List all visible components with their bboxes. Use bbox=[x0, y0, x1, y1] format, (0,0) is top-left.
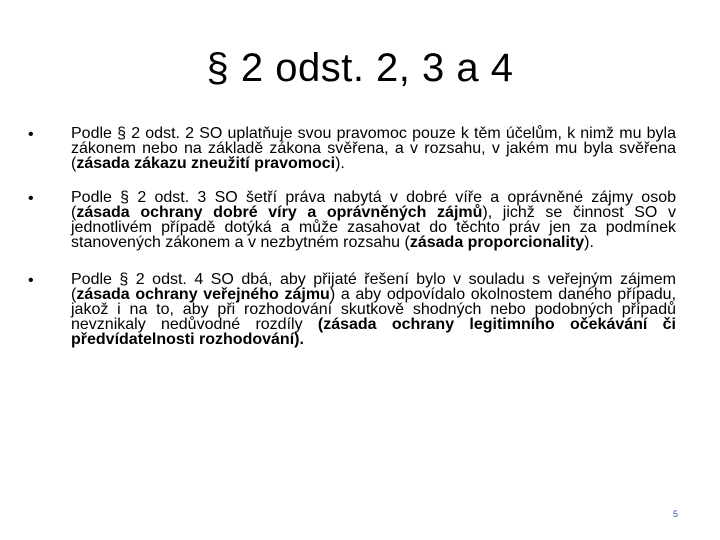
bullet-text-part: ) a aby odpovídalo okolnostem daného případu, jakož i na to, aby při rozhodování skutkově shodných nebo podobných případů nevznikaly nedůvodné rozdíly bbox=[71, 286, 677, 333]
bullet-marker: • bbox=[28, 190, 34, 207]
bullet-item-3 bbox=[28, 272, 676, 347]
bullet-marker: • bbox=[28, 126, 34, 143]
bullet-text-part: ). bbox=[335, 155, 345, 172]
bullet-emphasis: zásada proporcionality bbox=[409, 234, 585, 251]
slide-title: § 2 odst. 2, 3 a 4 bbox=[206, 46, 514, 90]
bullet-item-1 bbox=[28, 126, 676, 171]
bullet-text-part: Podle § 2 odst. 4 SO dbá, aby přijaté řešení bylo v souladu s veřejným zájmem ( bbox=[71, 271, 676, 303]
bullet-text bbox=[71, 271, 676, 348]
bullet-text bbox=[71, 125, 676, 172]
bullet-emphasis: zásada zákazu zneužití pravomoci bbox=[76, 155, 336, 172]
bullet-marker: • bbox=[28, 272, 34, 289]
bullet-text-part: Podle § 2 odst. 3 SO šetří práva nabytá v dobré víře a oprávněné zájmy osob ( bbox=[71, 189, 676, 221]
bullet-item-2 bbox=[28, 190, 676, 250]
bullet-text-part: ). bbox=[584, 234, 594, 251]
bullet-text bbox=[71, 189, 676, 251]
page-number: 5 bbox=[672, 509, 678, 519]
bullet-list bbox=[28, 126, 676, 366]
bullet-emphasis: (zásada ochrany legitimního očekávání či předvídatelnosti rozhodování). bbox=[71, 316, 676, 348]
bullet-emphasis: zásada ochrany veřejného zájmu bbox=[76, 286, 330, 303]
bullet-text-part: Podle § 2 odst. 2 SO uplatňuje svou pravomoc pouze k těm účelům, k nimž mu byla zákonem nebo na základě zákona svěřena, a v rozsahu, v jakém mu byla svěřena ( bbox=[71, 125, 676, 172]
bullet-text-part: ), jichž se činnost SO v jednotlivém případě dotýká a může zasahovat do těchto práv jen za podmínek stanovených zákonem a v nezbytném rozsahu ( bbox=[71, 204, 676, 251]
bullet-emphasis: zásada ochrany dobré víry a oprávněných zájmů bbox=[76, 204, 483, 221]
